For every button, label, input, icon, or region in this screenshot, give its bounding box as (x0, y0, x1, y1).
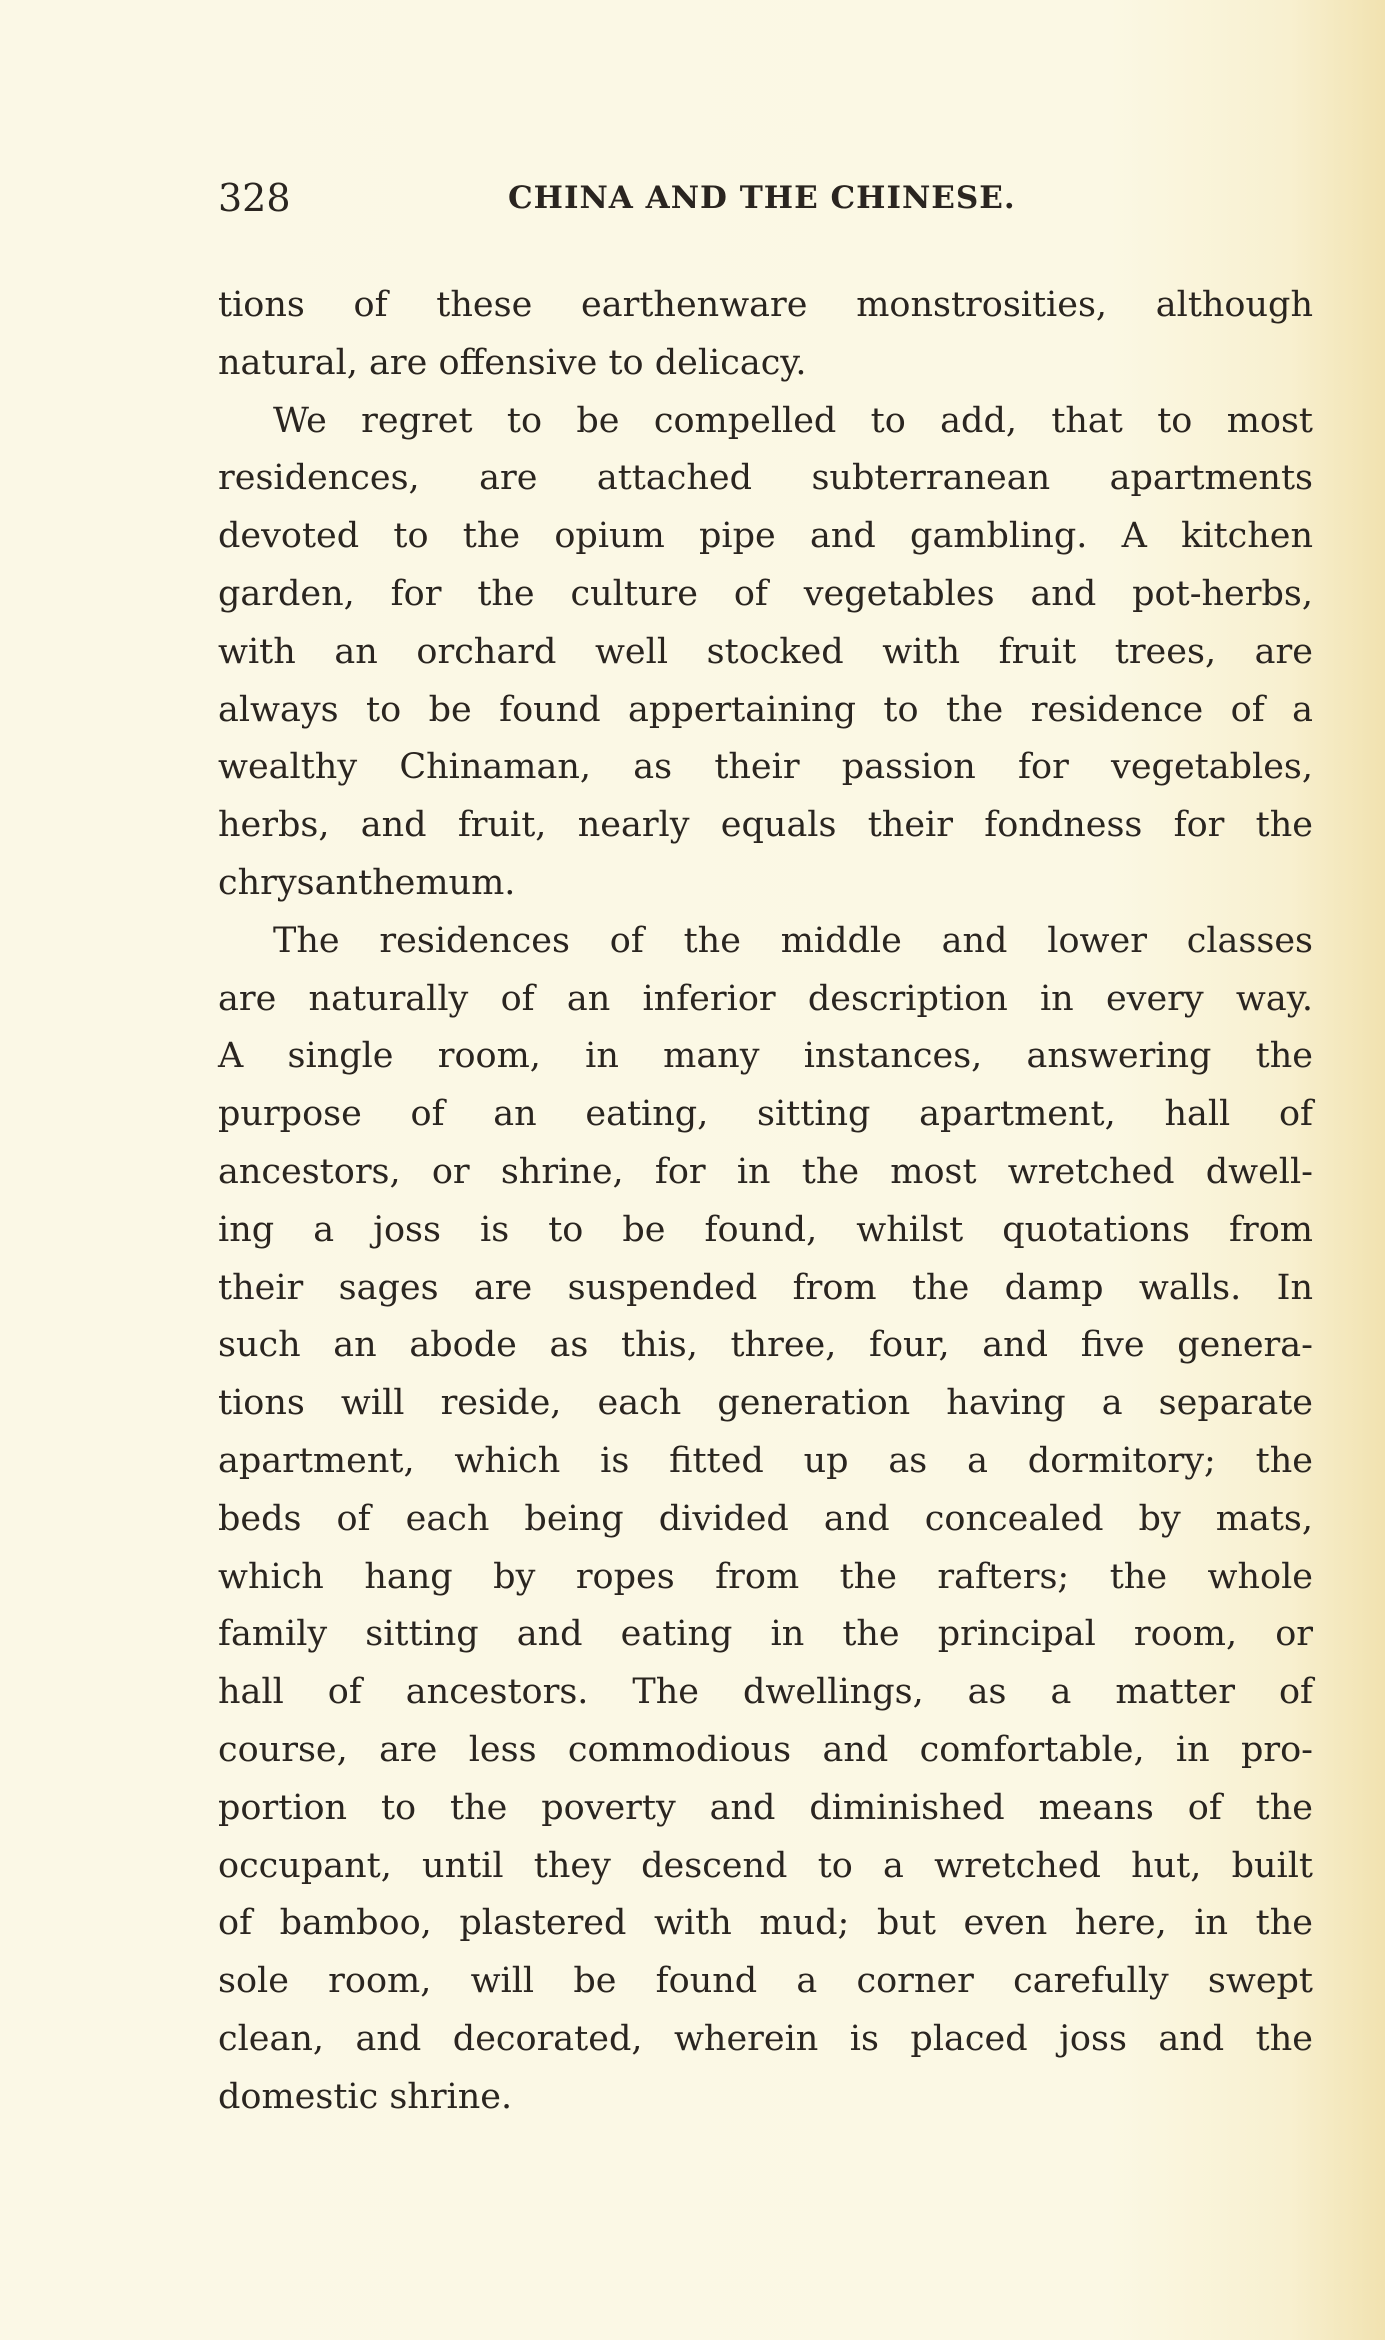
text-line: garden, for the culture of vegetables and pot-herbs, (218, 573, 1313, 614)
text-line: hall of ancestors. The dwellings, as a matter of (218, 1672, 1313, 1713)
text-line: of bamboo, plastered with mud; but even here, in the (218, 1903, 1313, 1944)
text-line: ing a joss is to be found, whilst quotations from (218, 1209, 1313, 1250)
page-number: 328 (218, 176, 291, 220)
text-line: course, are less commodious and comfortable, in pro- (218, 1729, 1313, 1770)
text-line: portion to the poverty and diminished means of the (218, 1787, 1313, 1828)
text-line: domestic shrine. (218, 2076, 513, 2117)
text-line: The residences of the middle and lower classes (273, 920, 1313, 961)
text-line: such an abode as this, three, four, and five genera- (218, 1325, 1313, 1366)
body-text (218, 277, 1313, 2127)
text-line: wealthy Chinaman, as their passion for vegetables, (218, 747, 1313, 788)
text-line: devoted to the opium pipe and gambling. A kitchen (218, 516, 1313, 557)
text-line: A single room, in many instances, answering the (218, 1036, 1313, 1077)
text-line: always to be found appertaining to the residence of a (218, 689, 1313, 730)
text-line: with an orchard well stocked with fruit trees, are (218, 631, 1313, 672)
page-header (218, 176, 1313, 226)
text-line: clean, and decorated, wherein is placed joss and the (218, 2018, 1313, 2059)
running-title: CHINA AND THE CHINESE. (508, 180, 1016, 216)
text-line: apartment, which is fitted up as a dormitory; the (218, 1440, 1313, 1481)
text-line: chrysanthemum. (218, 862, 516, 903)
text-line: purpose of an eating, sitting apartment, hall of (218, 1094, 1313, 1135)
text-line: sole room, will be found a corner carefully swept (218, 1961, 1313, 2002)
text-line: We regret to be compelled to add, that to most (273, 400, 1313, 441)
text-line: their sages are suspended from the damp walls. In (218, 1267, 1313, 1308)
text-line: tions of these earthenware monstrosities, although (218, 285, 1313, 325)
text-line: tions will reside, each generation having a separate (218, 1383, 1313, 1424)
text-line: ancestors, or shrine, for in the most wretched dwell- (218, 1151, 1313, 1192)
text-line: natural, are offensive to delicacy. (218, 342, 807, 383)
text-line: beds of each being divided and concealed by mats, (218, 1498, 1313, 1539)
text-line: are naturally of an inferior description in every way. (218, 978, 1313, 1019)
text-line: family sitting and eating in the principal room, or (218, 1614, 1313, 1655)
text-line: residences, are attached subterranean apartments (218, 458, 1313, 499)
text-line: herbs, and fruit, nearly equals their fondness for the (218, 805, 1313, 846)
text-line: which hang by ropes from the rafters; the whole (218, 1556, 1313, 1597)
text-line: occupant, until they descend to a wretched hut, built (218, 1845, 1313, 1886)
